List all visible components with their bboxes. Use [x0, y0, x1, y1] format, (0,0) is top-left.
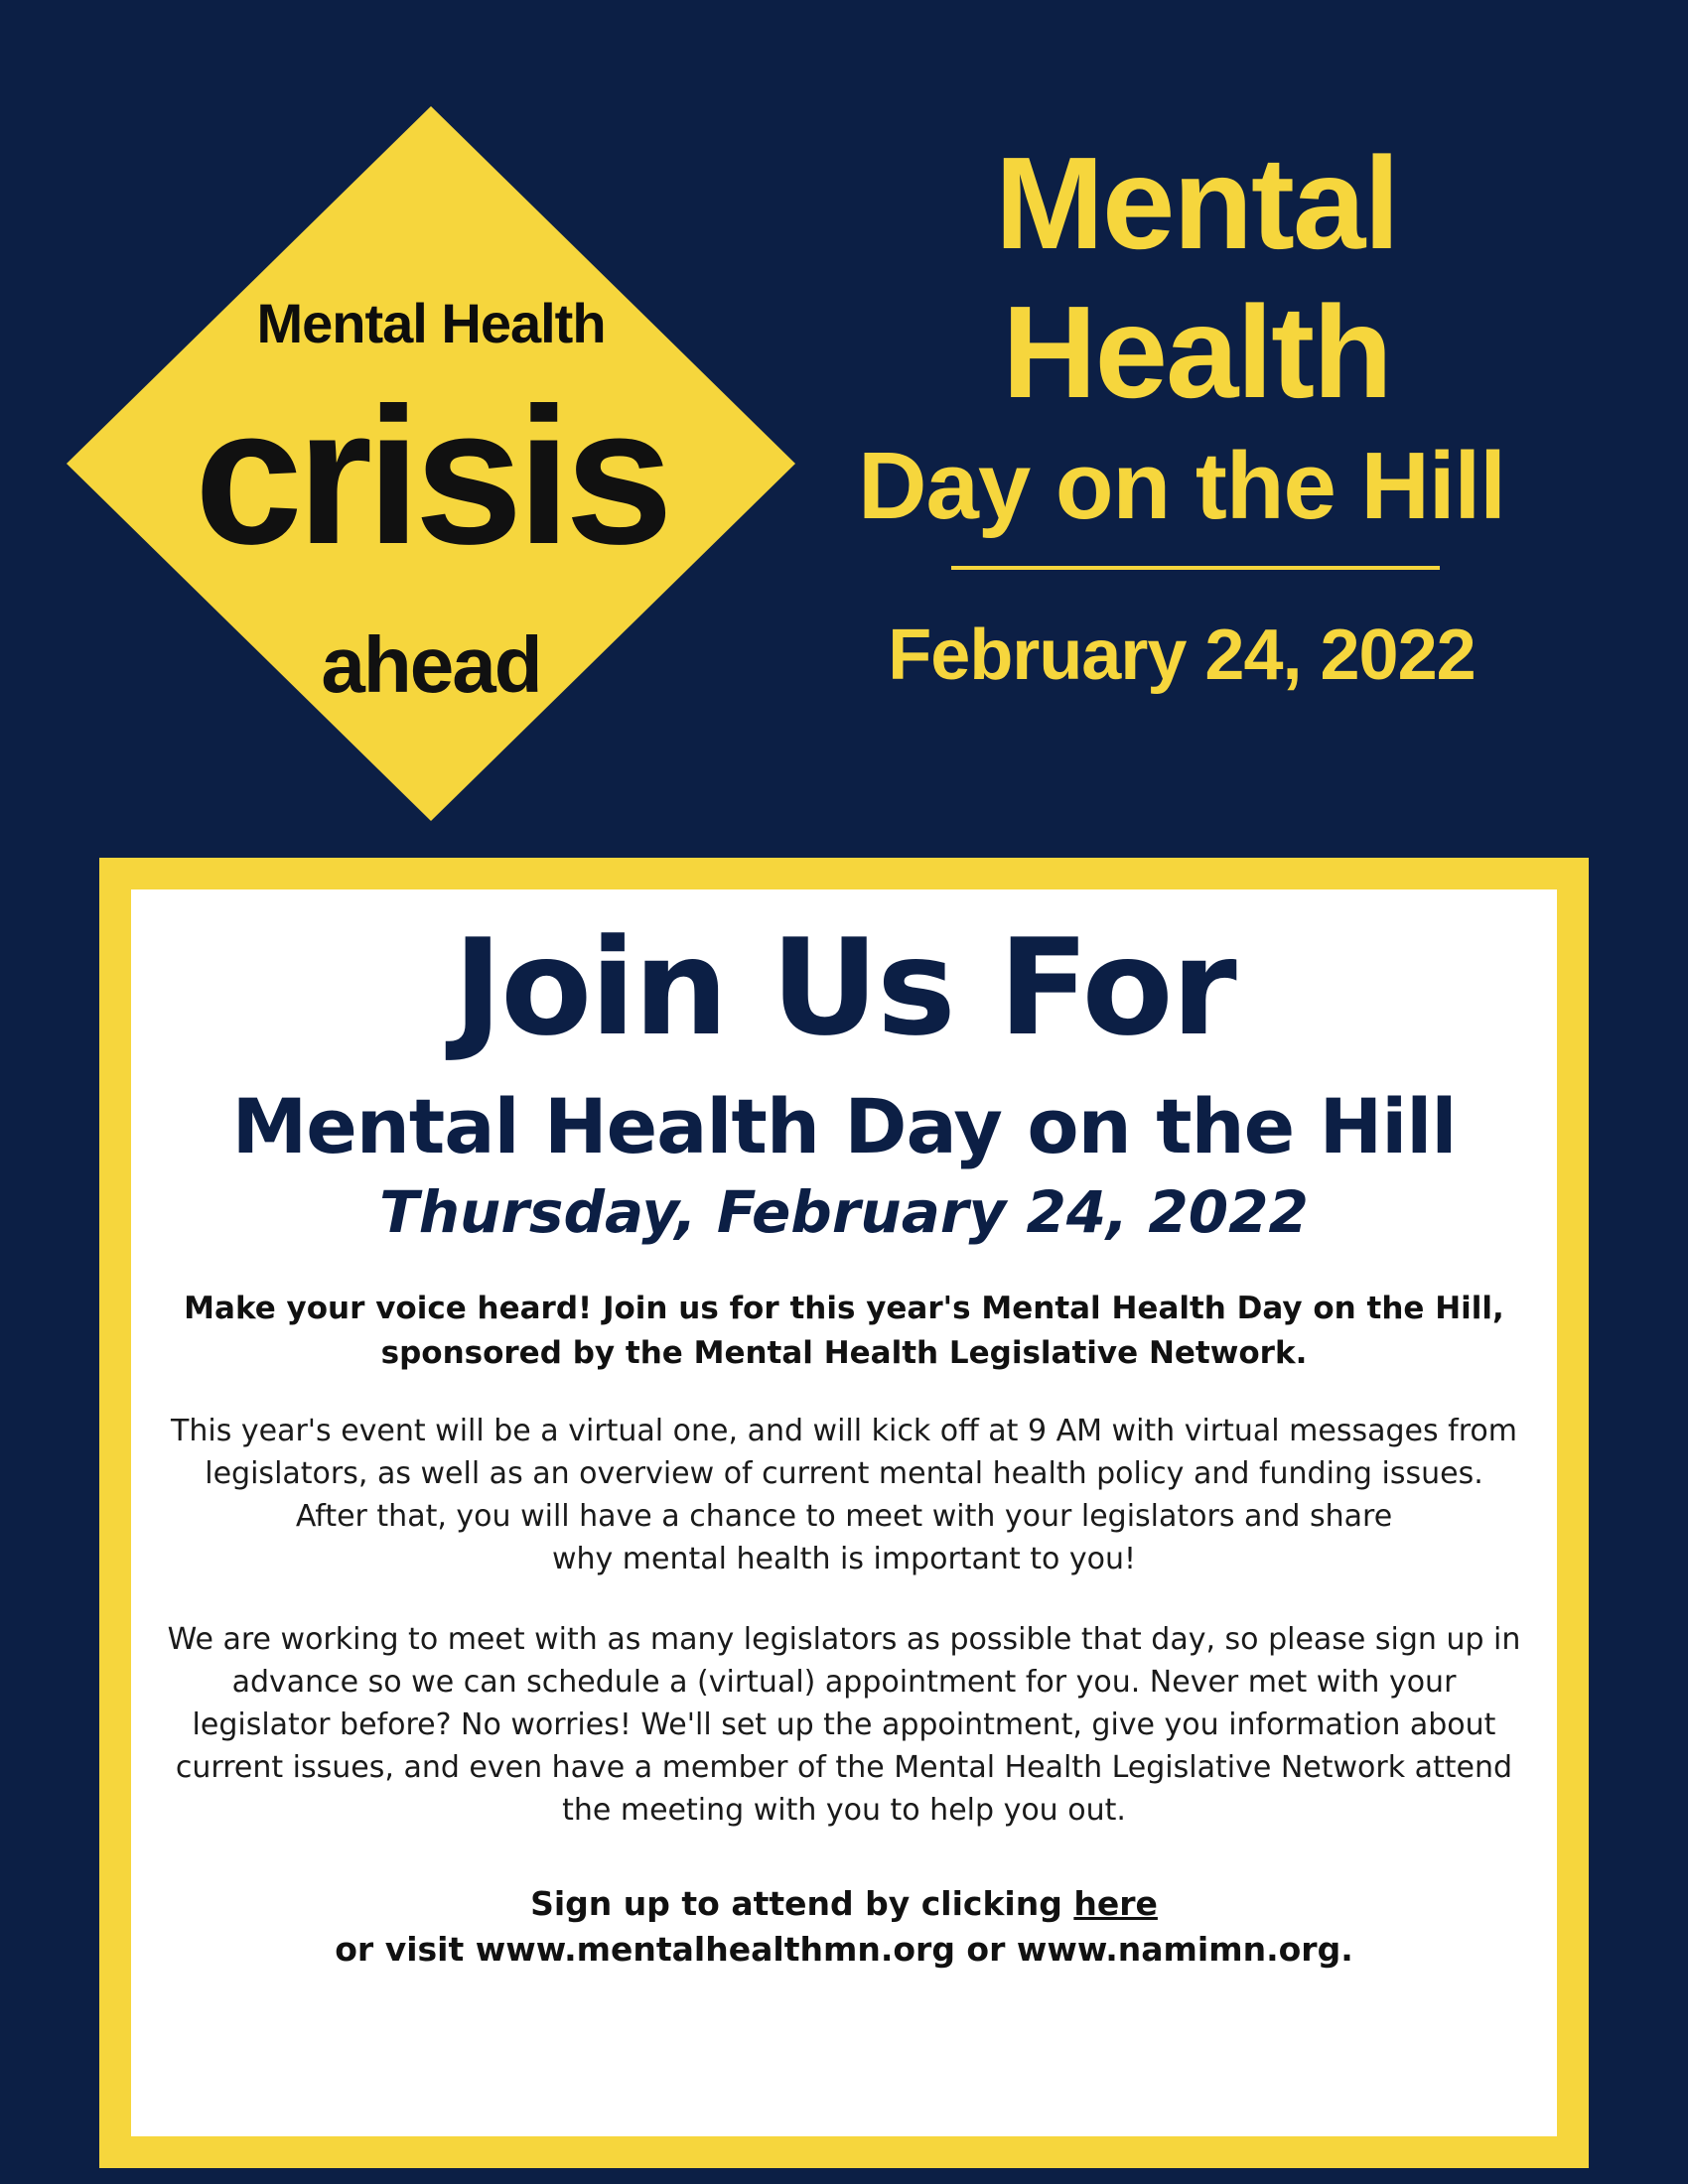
sign-crisis-text: crisis	[194, 367, 668, 585]
description-line: advance so we can schedule a (virtual) appointment for you. Never met with your	[231, 1665, 1457, 1700]
crisis-ahead-sign-graphic	[67, 106, 795, 821]
hero-heading	[755, 129, 1609, 697]
event-card-body	[131, 889, 1557, 2136]
signup-line	[131, 1881, 1557, 1927]
sign-ahead-text: ahead	[321, 620, 541, 709]
signup-here-link[interactable]: here	[1073, 1884, 1158, 1923]
hero-title: Mental Health	[994, 130, 1399, 425]
description-line: legislators, as well as an overview of current mental health policy and funding issues.	[205, 1456, 1483, 1491]
signup-prefix: Sign up to attend by clicking	[530, 1884, 1074, 1923]
hero-date: February 24, 2022	[888, 615, 1476, 695]
signup-callout	[131, 1881, 1557, 1973]
event-name: Mental Health Day on the Hill	[231, 1082, 1457, 1170]
lead-line-2: sponsored by the Mental Health Legislative Network.	[380, 1335, 1308, 1371]
event-date: Thursday, February 24, 2022	[379, 1178, 1309, 1246]
event-card	[99, 858, 1589, 2168]
crisis-ahead-sign	[67, 106, 795, 821]
event-description	[161, 1410, 1527, 1580]
signup-description	[161, 1618, 1527, 1832]
description-line: why mental health is important to you!	[551, 1542, 1137, 1576]
visit-websites-line: or visit www.mentalhealthmn.org or www.namimn.org.	[335, 1930, 1353, 1969]
sign-top-text: Mental Health	[256, 292, 606, 354]
description-line: legislator before? No worries! We'll set up the appointment, give you information about	[192, 1707, 1496, 1742]
hero-subtitle: Day on the Hill	[858, 433, 1505, 539]
description-line: the meeting with you to help you out.	[562, 1793, 1126, 1828]
lead-line-1: Make your voice heard! Join us for this year's Mental Health Day on the Hill,	[184, 1291, 1504, 1326]
hero-divider	[951, 566, 1440, 570]
description-line: We are working to meet with as many legislators as possible that day, so please sign up in	[167, 1622, 1521, 1657]
join-heading: Join Us For	[453, 910, 1235, 1065]
description-line: current issues, and even have a member of the Mental Health Legislative Network attend	[175, 1750, 1513, 1785]
description-line: After that, you will have a chance to meet with your legislators and share	[295, 1499, 1393, 1534]
description-line: This year's event will be a virtual one, and will kick off at 9 AM with virtual messages from	[171, 1414, 1517, 1448]
lead-text	[171, 1287, 1517, 1376]
